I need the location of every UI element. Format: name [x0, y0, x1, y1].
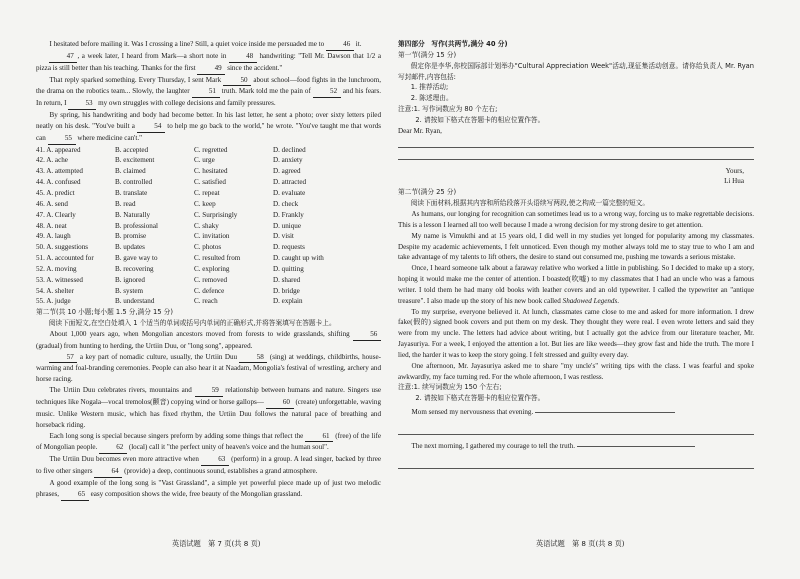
blank-49: 49 — [197, 63, 225, 75]
text: A good example of the long song is "Vast Grassland", a simple yet powerful piece made up of just two melodic phrases, — [36, 478, 381, 498]
option-choice: D. quitting — [273, 264, 304, 273]
text: (free) of the life of Mongolian people. — [36, 431, 381, 452]
option-choice: B. excitement — [115, 156, 155, 165]
blank-63: 63 — [201, 454, 229, 466]
option-choice: 50. A. suggestions — [36, 243, 89, 252]
option-row — [36, 264, 381, 275]
answer-line[interactable] — [577, 439, 695, 447]
text: easy composition shows the wide, free beauty of the Mongolian grassland. — [90, 489, 303, 498]
option-row — [36, 275, 381, 286]
option-choice: C. satisfied — [194, 178, 226, 187]
blank-58: 58 — [239, 352, 267, 364]
option-choice: D. attracted — [273, 178, 307, 187]
text: since the accident." — [227, 63, 283, 72]
option-choice: D. shared — [273, 275, 301, 284]
answer-line[interactable] — [398, 137, 754, 148]
text: , a week later, I heard from Mark—a short note in — [77, 51, 227, 60]
text: The Urtiin Duu becomes even more attractive when — [49, 455, 199, 464]
option-choice: B. professional — [115, 221, 158, 230]
option-choice: B. translate — [115, 188, 148, 197]
page-footer: 英语试题 第 7 页(共 8 页) — [172, 539, 261, 548]
option-row — [36, 188, 381, 199]
option-row — [36, 166, 381, 177]
option-row — [36, 210, 381, 221]
option-choice: 43. A. attempted — [36, 167, 83, 176]
task-prompt: 假定你是李华,你校国际部计划举办"Cultural Appreciation Week"活动,现征集活动创意。请你给负责人 Mr. Ryan 写封邮件,内容包括: — [398, 61, 754, 81]
text: relationship between humans and nature. Singers use techniques like Nogala—vocal tremolos(颤音) copying wind or horse gallops— — [36, 386, 381, 406]
section-instruction: 阅读下面短文,在空白处填入 1 个适当的单词或括号内单词的正确形式,并将答案填写在答题卡上。 — [48, 319, 336, 328]
grammar-paragraph — [36, 454, 381, 478]
story-paragraph: My name is Vimukthi and at 15 years old, I did well in my studies yet longed for popularity among my classmates. Despite my academic achievements, I felt unnoticed. Even though my mother always told me to stay true to who I am and take advantage of my talents to lift others, the desire to stand out consumed me, pushing me towards a serious mistake. — [398, 231, 754, 262]
passage-paragraph — [36, 75, 381, 111]
option-row — [36, 242, 381, 253]
option-row — [36, 199, 381, 210]
option-row — [36, 221, 381, 232]
blank-59: 59 — [195, 385, 223, 397]
option-choice: B. ignored — [115, 275, 145, 284]
blank-60: 60 — [266, 397, 294, 409]
option-choice: C. exploring — [194, 264, 230, 273]
option-row — [36, 296, 381, 307]
text: my own struggles with college decisions and family pressures. — [98, 99, 276, 108]
option-choice: B. understand — [115, 297, 155, 306]
text: Once, I heard someone talk about a faraway relative who worked a little in publishing. So I decided to make up a story, hoping it would make me the center of attention. I boasted(吹嘘) to my classmates that I had an uncle who was a famous writer. I told them he had many old books with leather covers and an old typewriter. I called the typewriter an "antique treasure". I also made up the story of his new book called — [398, 264, 754, 305]
text: (provide) a deep, continuous sound, establishes a grand atmosphere. — [124, 467, 318, 476]
blank-47: 47 — [49, 51, 77, 63]
blank-46: 46 — [326, 39, 354, 51]
option-choice: 52. A. moving — [36, 264, 77, 273]
answer-line[interactable] — [398, 458, 754, 469]
text: (gradual) from hunting to herding, the Urtiin Duu, or "long song", appeared. — [36, 341, 253, 350]
option-choice: 47. A. Clearly — [36, 210, 76, 219]
blank-53: 53 — [68, 98, 96, 110]
text: handwriting: "Tell Mr. Dawson that 1/2 a pizza is still better than his teaching. Thanks for the first — [36, 51, 381, 72]
note: 2. 请按如下格式在答题卡的相应位置作答。 — [415, 115, 545, 124]
option-choice: D. declined — [273, 145, 306, 154]
text: That reply sparked something. Every Thursday, I sent Mark — [49, 75, 222, 84]
option-choice: D. unique — [273, 221, 301, 230]
task-item: 2. 陈述理由。 — [410, 94, 453, 103]
option-choice: B. accepted — [115, 145, 149, 154]
grammar-paragraph — [36, 329, 381, 352]
blank-50: 50 — [223, 75, 251, 87]
text: Mom sensed my nervousness that evening. — [411, 408, 534, 417]
option-choice: C. photos — [194, 243, 222, 252]
grammar-paragraph — [36, 352, 381, 386]
text: to help me go back to the world," he wrote. "You've taught me that words can — [36, 121, 381, 142]
option-choice: D. visit — [273, 232, 294, 241]
text: it. — [355, 40, 362, 48]
blank-61: 61 — [305, 431, 333, 443]
text: . — [617, 296, 620, 305]
blank-54: 54 — [137, 121, 165, 133]
closing: Yours, — [725, 166, 744, 175]
text: and his fears. In return, I — [36, 87, 382, 108]
story-paragraph — [398, 263, 754, 306]
continuation-start — [398, 405, 754, 418]
text: Each long song is special because singers preform by adding some things that reflect the — [49, 431, 304, 440]
story-paragraph: One afternoon, Mr. Jayasuriya asked me to share "my uncle's" writing tips with the class. I was fearful and spoke awkwardly, my face turning red. For the whole afternoon, I was restless. — [398, 361, 754, 381]
passage-paragraph — [36, 39, 381, 51]
option-choice: B. Naturally — [115, 210, 151, 219]
salutation: Dear Mr. Ryan, — [398, 126, 442, 135]
part-title: 第四部分 写作(共两节,满分 40 分) — [398, 40, 508, 48]
option-choice: D. explain — [273, 297, 303, 306]
text: truth. Mark told me the pain of — [221, 87, 311, 96]
note: 注意:1. 写作词数应为 80 个左右; — [398, 105, 498, 114]
task-item: 1. 推荐活动; — [410, 83, 449, 92]
option-choice: B. controlled — [115, 178, 153, 187]
text: (create) unforgettable, waving music. Unlike Western music, which has fixed rhythm, the Urtiin Duu follows the natural pace of breathing and horseback riding. — [36, 398, 382, 429]
option-choice: C. Surprisingly — [194, 210, 238, 219]
option-choice: D. caught up with — [273, 254, 324, 263]
page-footer: 英语试题 第 8 页(共 8 页) — [536, 539, 625, 548]
grammar-paragraph — [36, 431, 381, 455]
option-choice: 46. A. send — [36, 199, 68, 208]
text: (local) call it "the perfect unity of heaven's voice and the human soul". — [128, 443, 329, 452]
text: (sing) at weddings, childbirths, house-warming and foal-branding ceremonies. People can also hear it at Naadam, Mongolia's festival of wrestling, archery and horse racing. — [36, 352, 381, 384]
text: I hesitated before mailing it. Was I crossing a line? Still, a quiet voice inside me persuaded me to — [49, 40, 325, 48]
grammar-paragraph — [36, 478, 381, 501]
option-choice: 45. A. predict — [36, 188, 75, 197]
option-choice: B. system — [115, 286, 143, 295]
options-list — [36, 145, 381, 308]
text: The Urtiin Duu celebrates rivers, mountains and — [49, 386, 192, 395]
grammar-paragraph — [36, 385, 381, 430]
section-title: 第一节(满分 15 分) — [398, 50, 457, 59]
option-choice: C. hesitated — [194, 167, 228, 176]
option-choice: B. promise — [115, 232, 147, 241]
text: where medicine can't." — [77, 133, 143, 142]
option-choice: B. recovering — [115, 264, 154, 273]
text: (perform) in a group. A lead singer, backed by three to five other singers — [36, 455, 382, 476]
option-choice: B. updates — [115, 243, 145, 252]
signature: Li Hua — [724, 177, 744, 186]
option-choice: C. repeat — [194, 188, 220, 197]
text: By spring, his handwriting and body had become better. In his last letter, he sent a photo; over sixty letters piled neatly on his desk. "You've built a — [36, 111, 381, 130]
note: 注意:1. 续写词数应为 150 个左右; — [398, 383, 502, 392]
text: a key part of nomadic culture, usually, the Urtiin Duu — [79, 352, 238, 361]
section-title: 第二节(满分 25 分) — [398, 188, 457, 197]
option-choice: 55. A. judge — [36, 297, 71, 306]
option-choice: C. reach — [194, 297, 218, 306]
option-choice: D. check — [273, 199, 299, 208]
answer-line[interactable] — [398, 424, 754, 435]
blank-56: 56 — [353, 329, 381, 341]
option-choice: D. agreed — [273, 167, 301, 176]
answer-line[interactable] — [535, 405, 675, 413]
blank-52: 52 — [313, 86, 341, 98]
passage-paragraph — [36, 51, 381, 75]
option-choice: C. shaky — [194, 221, 219, 230]
blank-64: 64 — [94, 466, 122, 478]
text: about school—food fights in the lunchroom, the drama on the robotics team... Slowly, the laughter — [36, 75, 381, 96]
option-choice: C. defence — [194, 286, 225, 295]
right-column — [398, 39, 754, 470]
passage-paragraph — [36, 110, 381, 145]
option-choice: C. regretted — [194, 145, 228, 154]
option-choice: B. read — [115, 199, 136, 208]
section-title: 第二节(共 10 小题;每小题 1.5 分,满分 15 分) — [36, 308, 173, 317]
book-title: Shadowed Legends — [562, 296, 618, 305]
blank-48: 48 — [229, 51, 257, 63]
continuation-start — [398, 439, 754, 452]
note: 2. 请按如下格式在答题卡的相应位置作答。 — [415, 394, 545, 403]
option-row — [36, 177, 381, 188]
blank-55: 55 — [48, 133, 76, 145]
option-row — [36, 286, 381, 297]
option-choice: 42. A. ache — [36, 156, 68, 165]
option-choice: B. gave way to — [115, 254, 158, 263]
story-paragraph: To my surprise, everyone believed it. At lunch, classmates came close to me and asked for more information. I drew fake(假的) signed book covers and put them on my desk. They thought they were real. I even wrote letters and said they were from my uncle. The letters had advice about writing, but I actually got the advice from our literature teacher, Mr. Jayasuriya. For a week, I enjoyed the attention a lot. But lies are like weeds—they grow fast and hide the truth. The more I lied, the harder it was to keep the story going. I felt stressed and guilty every day. — [398, 307, 754, 359]
text: The next morning, I gathered my courage to tell the truth. — [411, 442, 575, 450]
option-row — [36, 231, 381, 242]
option-choice: C. urge — [194, 156, 215, 165]
blank-62: 62 — [99, 442, 127, 454]
blank-65: 65 — [61, 489, 89, 501]
option-choice: C. invitation — [194, 232, 230, 241]
option-choice: 54. A. shelter — [36, 286, 74, 295]
option-choice: 41. A. appeared — [36, 145, 81, 154]
option-choice: D. requests — [273, 243, 305, 252]
left-column — [36, 39, 381, 501]
option-choice: 48. A. neat — [36, 221, 67, 230]
option-choice: D. bridge — [273, 286, 300, 295]
option-choice: 51. A. accounted for — [36, 254, 94, 263]
option-row — [36, 155, 381, 166]
option-choice: D. evaluate — [273, 188, 306, 197]
answer-line[interactable] — [398, 149, 754, 160]
blank-51: 51 — [192, 86, 220, 98]
blank-57: 57 — [49, 352, 77, 364]
story-paragraph: As humans, our longing for recognition can sometimes lead us to a wrong way, forcing us to make regrettable decisions. This is a lesson I learned all too well because I made a wrong decision for my strong desire to get attention. — [398, 209, 754, 229]
option-choice: C. removed — [194, 275, 228, 284]
option-choice: C. keep — [194, 199, 216, 208]
task-prompt: 阅读下面材料,根据其内容和所给段落开头语续写两段,使之构成一篇完整的短文。 — [410, 199, 650, 208]
option-row — [36, 253, 381, 264]
option-choice: B. claimed — [115, 167, 146, 176]
option-choice: C. resulted from — [194, 254, 241, 263]
option-row — [36, 145, 381, 156]
option-choice: 44. A. confused — [36, 178, 81, 187]
option-choice: D. Frankly — [273, 210, 304, 219]
text: About 1,000 years ago, when Mongolian ancestors moved from forests to wide grasslands, shifting — [49, 329, 350, 338]
option-choice: 53. A. witnessed — [36, 275, 83, 284]
option-choice: D. anxiety — [273, 156, 303, 165]
option-choice: 49. A. laugh — [36, 232, 71, 241]
